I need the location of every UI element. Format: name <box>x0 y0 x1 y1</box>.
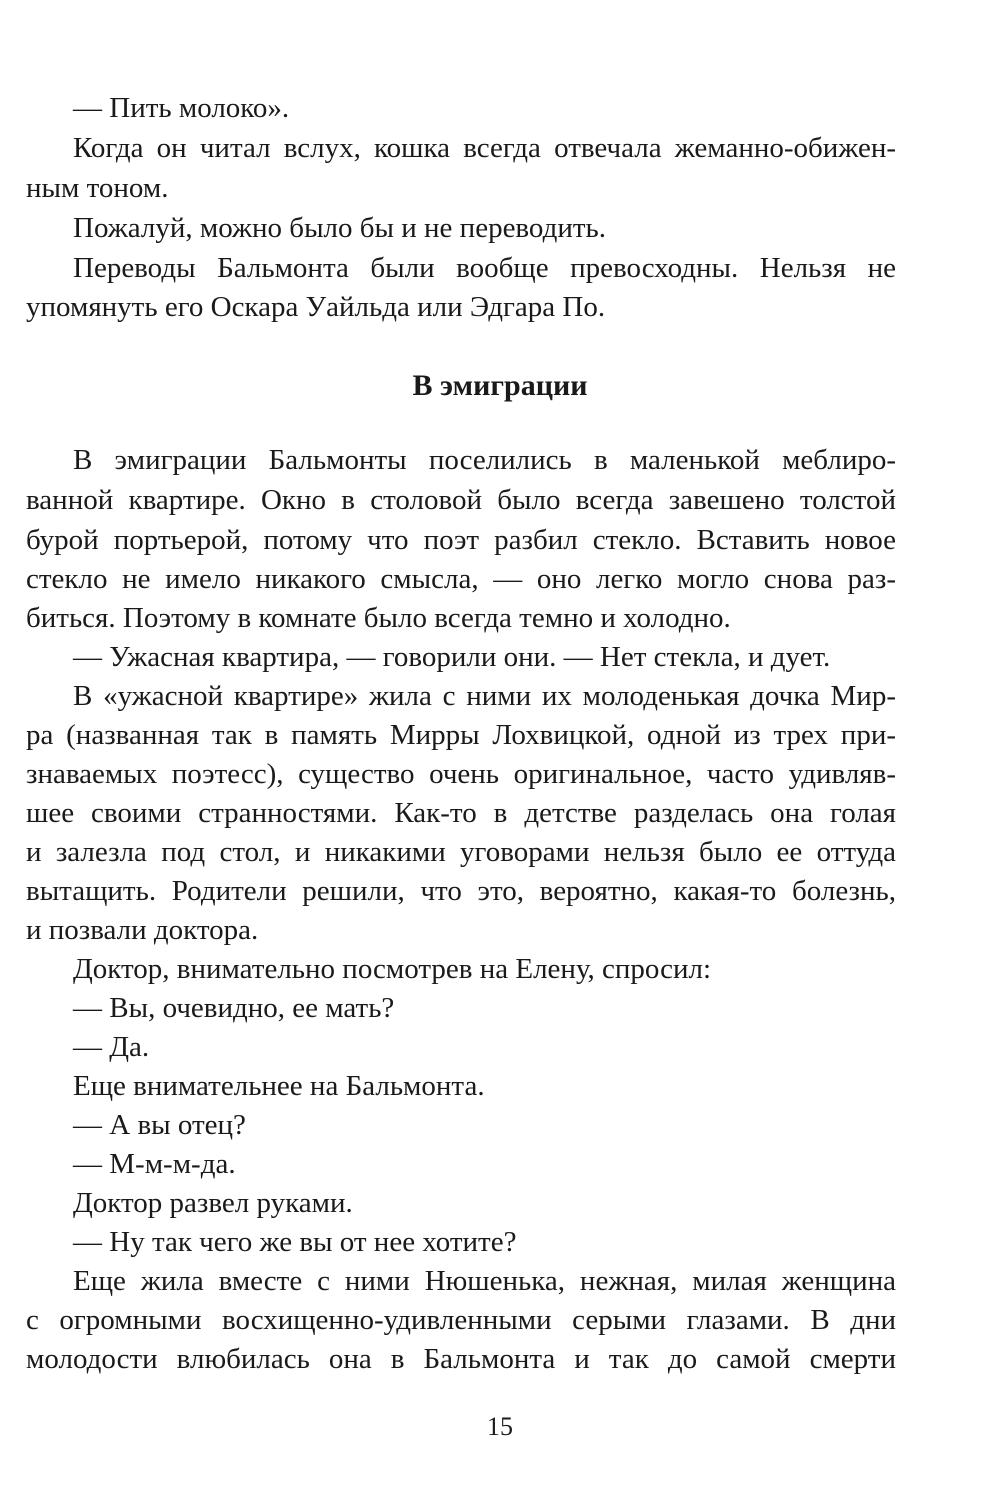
text-line-5: Переводы Бальмонта были вообще превосходны. Нельзя не <box>73 252 896 284</box>
text-line-22: — Да. <box>73 1031 150 1063</box>
text-line-8: ванной квартире. Окно в столовой было всегда завешено толстой <box>26 484 896 516</box>
text-line-27: — Ну так чего же вы от нее хотите? <box>73 1226 517 1258</box>
text-line-14: ра (названная так в память Мирры Лохвицкой, одной из трех при- <box>26 719 896 751</box>
text-line-21: — Вы, очевидно, ее мать? <box>73 992 395 1024</box>
text-line-19: и позвали доктора. <box>26 914 259 946</box>
text-line-11: биться. Поэтому в комнате было всегда темно и холодно. <box>26 602 731 634</box>
text-line-30: молодости влюбилась она в Бальмонта и так до самой смерти <box>26 1343 896 1375</box>
text-line-18: вытащить. Родители решили, что это, вероятно, какая-то болезнь, <box>26 875 896 907</box>
text-line-3: ным тоном. <box>26 172 169 204</box>
text-line-15: знаваемых поэтесс), существо очень оригинальное, часто удивляв- <box>26 758 896 790</box>
section-heading: В эмиграции <box>412 369 588 402</box>
text-line-24: — А вы отец? <box>73 1109 246 1141</box>
text-line-16: шее своими странностями. Как-то в детстве разделась она голая <box>26 797 896 829</box>
text-line-1: — Пить молоко». <box>73 92 290 124</box>
text-line-12: — Ужасная квартира, — говорили они. — Нет стекла, и дует. <box>73 641 831 673</box>
page-number: 15 <box>487 1412 513 1441</box>
text-line-25: — М-м-м-да. <box>73 1148 236 1180</box>
text-line-23: Еще внимательнее на Бальмонта. <box>73 1070 485 1102</box>
text-line-13: В «ужасной квартире» жила с ними их молоденькая дочка Мир- <box>73 680 896 712</box>
text-line-2: Когда он читал вслух, кошка всегда отвечала жеманно-обижен- <box>73 132 896 164</box>
text-line-20: Доктор, внимательно посмотрев на Елену, спросил: <box>73 953 712 985</box>
text-line-6: упомянуть его Оскара Уайльда или Эдгара По. <box>26 291 606 323</box>
text-line-29: с огромными восхищенно-удивленными серыми глазами. В дни <box>26 1304 896 1336</box>
text-line-4: Пожалуй, можно было бы и не переводить. <box>73 212 607 244</box>
text-line-10: стекло не имело никакого смысла, — оно легко могло снова раз- <box>26 563 896 595</box>
text-line-9: бурой портьерой, потому что поэт разбил стекло. Вставить новое <box>26 524 896 556</box>
text-line-17: и залезла под стол, и никакими уговорами нельзя было ее оттуда <box>26 836 896 868</box>
text-line-28: Еще жила вместе с ними Нюшенька, нежная, милая женщина <box>73 1265 896 1297</box>
text-line-26: Доктор развел руками. <box>73 1187 353 1219</box>
text-line-7: В эмиграции Бальмонты поселились в маленькой меблиро- <box>73 444 896 476</box>
